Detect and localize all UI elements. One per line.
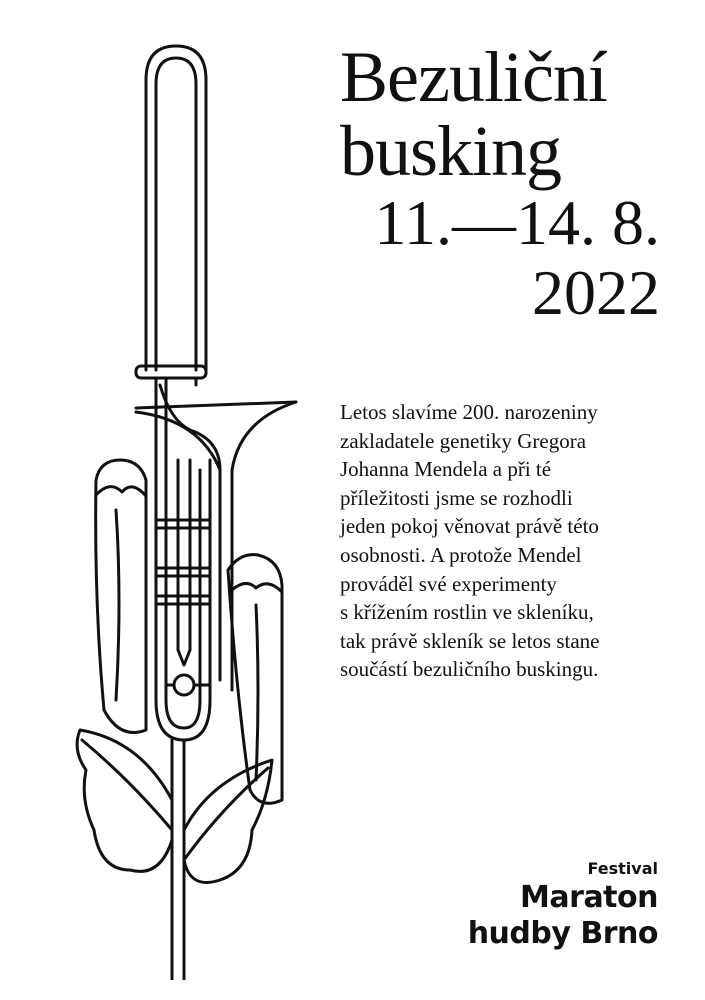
description-line: příležitosti jsme se rozhodli: [340, 485, 573, 510]
description-line: Letos slavíme 200. narozeniny: [340, 400, 598, 424]
description-line: zakladatele genetiky Gregora: [340, 428, 587, 453]
description-line: tak právě skleník se letos stane: [340, 628, 600, 653]
festival-brand-logo: [468, 858, 658, 952]
description-line: prováděl své experimenty: [340, 571, 557, 596]
description-line: jeden pokoj věnovat právě této: [340, 514, 599, 539]
description-line: osobnosti. A protože Mendel: [340, 542, 582, 567]
poster-title: [340, 37, 660, 328]
description-line: s křížením rostlin ve skleníku,: [340, 600, 594, 625]
brand-festival-label: Festival: [587, 859, 658, 878]
title-line-2: busking: [340, 111, 562, 191]
year: 2022: [532, 257, 660, 328]
trombone-plant-illustration: [60, 40, 310, 980]
description-line: součástí bezuličního buskingu.: [340, 657, 599, 682]
description-text: [340, 398, 670, 684]
brand-name-line-1: Maraton: [520, 880, 658, 915]
description-line: Johanna Mendela a při té: [340, 457, 552, 482]
brand-name-line-2: hudby Brno: [467, 916, 658, 951]
date-range: 11.—14. 8.: [374, 187, 660, 258]
title-line-1: Bezuliční: [340, 37, 607, 117]
